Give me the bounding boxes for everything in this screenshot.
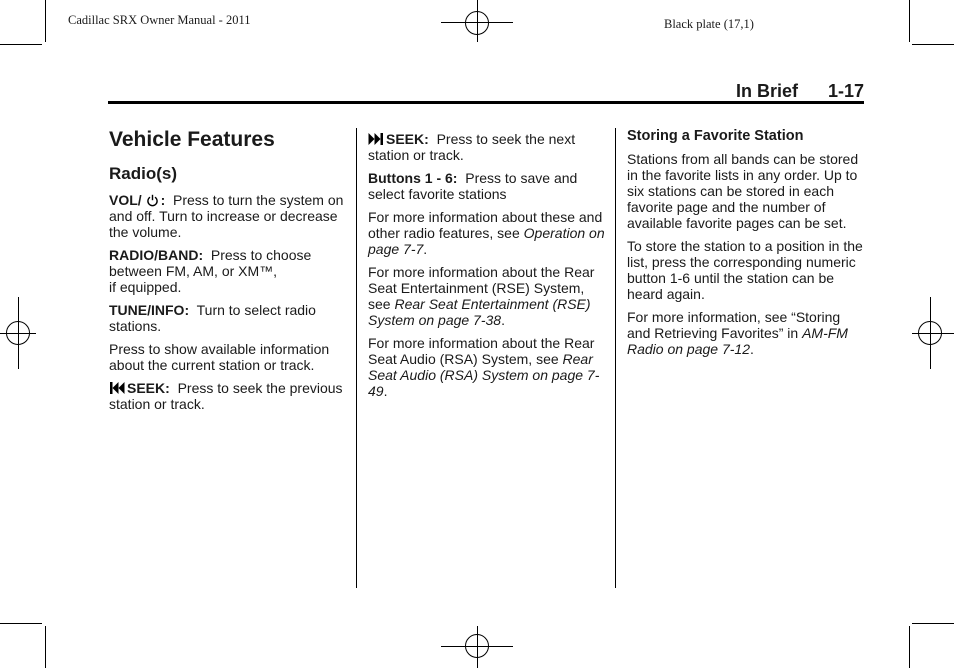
- crop-mark: [909, 0, 910, 42]
- section-subtitle: Radio(s): [109, 164, 177, 183]
- radio-band-paragraph: [109, 247, 345, 295]
- vol-text: Press to turn the system on and off. Turn to increase or decrease the volume.: [109, 192, 344, 240]
- rse-page-reference[interactable]: Rear Seat Entertainment (RSE) System on page 7-38: [368, 296, 591, 328]
- crop-mark: [45, 0, 46, 42]
- vol-paragraph: [109, 192, 345, 240]
- column-divider: [615, 128, 616, 588]
- buttons-paragraph: [368, 170, 608, 202]
- operation-page-reference[interactable]: Operation on page 7-7: [368, 225, 605, 257]
- period: .: [423, 241, 428, 257]
- seek-previous-label: SEEK:: [127, 380, 170, 396]
- column-1: [109, 128, 345, 419]
- buttons-text: Press to save and select favorite stations: [368, 170, 578, 202]
- seek-next-icon: [368, 132, 384, 146]
- storing-paragraph-2: To store the station to a position in the list, press the corresponding numeric button 1-6 until the station can be heard again.: [627, 238, 863, 302]
- storing-favorite-heading: Storing a Favorite Station: [627, 128, 804, 144]
- section-header: [736, 81, 864, 102]
- seek-previous-icon: [109, 381, 125, 395]
- column-divider: [356, 128, 357, 588]
- seek-next-label: SEEK:: [386, 131, 429, 147]
- more-info-rsa-text: For more information about the Rear Seat Audio (RSA) System, see: [368, 335, 595, 367]
- page-number: 1-17: [827, 81, 864, 101]
- crop-mark: [0, 623, 42, 624]
- period: .: [383, 383, 388, 399]
- storing-paragraph-3: [627, 309, 863, 357]
- period: .: [501, 312, 505, 328]
- more-info-radio-text: For more information about these and other radio features, see: [368, 209, 603, 241]
- am-fm-page-reference[interactable]: AM-FM Radio on page 7-12: [627, 325, 848, 357]
- vol-label: VOL/: [109, 192, 142, 208]
- crop-mark: [0, 44, 42, 45]
- seek-next-text: Press to seek the next station or track.: [368, 131, 576, 163]
- more-info-rsa-paragraph: [368, 335, 608, 399]
- more-info-rse-text: For more information about the Rear Seat Entertainment (RSE) System, see: [368, 264, 595, 312]
- crop-mark: [909, 626, 910, 668]
- column-3: [627, 128, 863, 364]
- page-title: Vehicle Features: [109, 128, 275, 151]
- column-2: [368, 131, 608, 406]
- header-rule: [108, 101, 864, 104]
- storing-more-info-text: For more information, see “Storing and Retrieving Favorites” in: [627, 309, 841, 341]
- plate-number: Black plate (17,1): [664, 17, 754, 31]
- seek-previous-paragraph: [109, 380, 345, 412]
- radio-band-label: RADIO/BAND:: [109, 247, 204, 263]
- tune-info-paragraph: [109, 302, 345, 334]
- radio-band-text: Press to choose between FM, AM, or XM™,: [109, 247, 312, 279]
- crop-mark: [912, 44, 954, 45]
- press-info-paragraph: Press to show available information about the current station or track.: [109, 341, 330, 373]
- power-icon: [146, 194, 159, 207]
- crop-mark: [45, 626, 46, 668]
- vol-colon: :: [160, 192, 166, 208]
- crop-mark: [912, 623, 954, 624]
- period: .: [750, 341, 754, 357]
- buttons-label: Buttons 1 - 6:: [368, 170, 458, 186]
- seek-next-paragraph: [368, 131, 608, 163]
- tune-info-text: Turn to select radio stations.: [109, 302, 316, 334]
- storing-paragraph-1: Stations from all bands can be stored in the favorite lists in any order. Up to six stations can be stored in each favorite page and the number of available favorite pages can be set.: [627, 151, 859, 231]
- tune-info-label: TUNE/INFO:: [109, 302, 190, 318]
- seek-previous-text: Press to seek the previous station or track.: [109, 380, 343, 412]
- rsa-page-reference[interactable]: Rear Seat Audio (RSA) System on page 7-49: [368, 351, 600, 399]
- plate-title: Cadillac SRX Owner Manual - 2011: [68, 13, 251, 27]
- section-name: In Brief: [735, 81, 798, 101]
- more-info-rse-paragraph: [368, 264, 608, 328]
- more-info-radio-paragraph: [368, 209, 608, 257]
- radio-band-text-2: if equipped.: [109, 279, 182, 295]
